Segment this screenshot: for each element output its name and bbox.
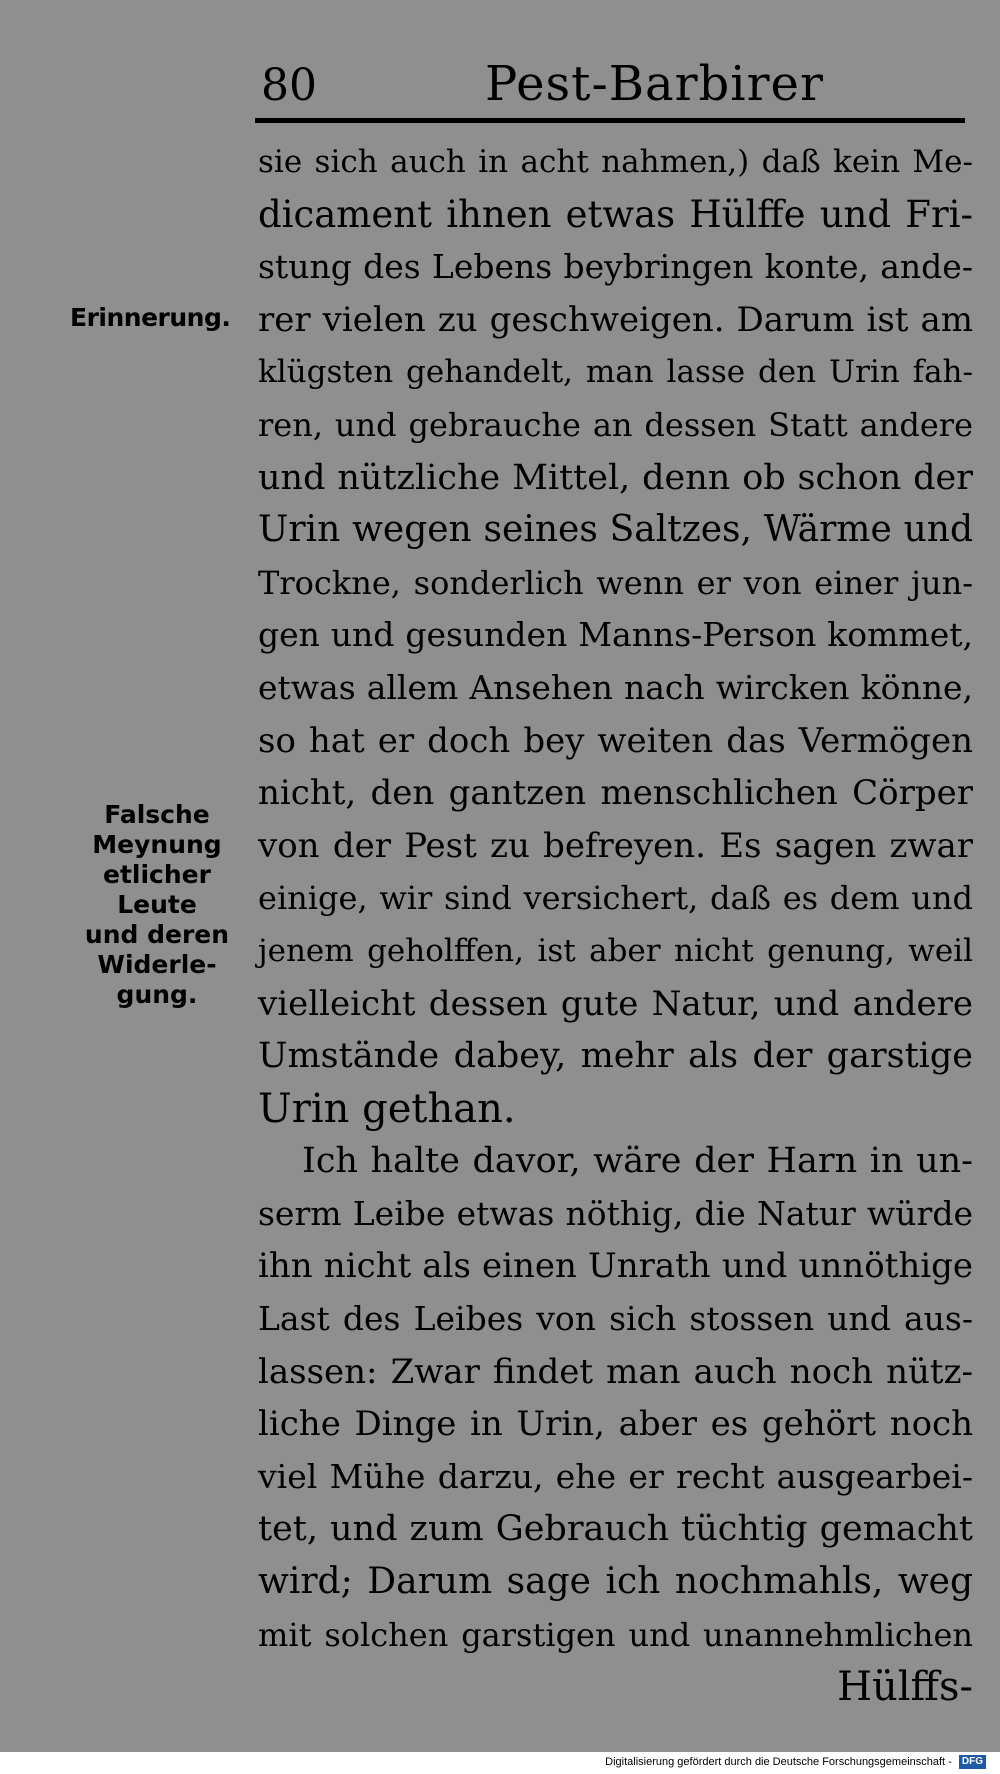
text-line: etwas allem Ansehen nach wircken könne, (258, 667, 973, 707)
credit-text: Digitalisierung gefördert durch die Deutsche Forschungsgemeinschaft - (605, 1756, 952, 1768)
text-line: einige, wir sind versichert, daß es dem und (258, 879, 973, 918)
catchword: Hülffs- (837, 1664, 973, 1711)
text-line: stung des Lebens beybringen konte, ande- (258, 247, 973, 287)
page-number: 80 (261, 60, 317, 111)
running-head: Pest-Barbirer (485, 56, 824, 112)
text-line: Umstände dabey, mehr als der garstige (258, 1036, 973, 1077)
text-line: Urin wegen seines Saltzes, Wärme und (258, 509, 973, 551)
text-line: ren, und gebrauche an dessen Statt andere (258, 405, 973, 444)
text-line: sie sich auch in acht nahmen,) daß kein Me- (258, 144, 973, 180)
margin-note-line: und deren (84, 920, 230, 949)
text-line: liche Dinge in Urin, aber es gehört noch (258, 1404, 973, 1445)
text-line: Urin gethan. (258, 1085, 516, 1132)
page-header (255, 48, 965, 120)
text-line: Ich halte davor, wäre der Harn in un- (302, 1141, 973, 1182)
text-line: klügsten gehandelt, man lasse den Urin fah- (258, 354, 973, 391)
text-line: gen und gesunden Manns-Person kommet, (258, 615, 973, 655)
margin-note-line: etlicher Leute (103, 860, 211, 919)
text-line: so hat er doch bey weiten das Vermögen (258, 720, 973, 761)
text-line: Trockne, sonderlich wenn er von einer jun- (258, 563, 973, 602)
text-line: serm Leibe etwas nöthig, die Natur würde (258, 1193, 973, 1233)
text-line: von der Pest zu befreyen. Es sagen zwar (258, 825, 973, 866)
margin-note-erinnerung: Erinnerung. (70, 303, 231, 332)
text-line: und nützliche Mittel, denn ob schon der (258, 457, 973, 498)
text-line: mit solchen garstigen und unannehmlichen (258, 1615, 973, 1654)
text-line: tet, und zum Gebrauch tüchtig gemacht (258, 1509, 973, 1550)
digitization-credit (605, 1752, 986, 1772)
text-line: lassen: Zwar findet man auch noch nütz- (258, 1351, 973, 1392)
margin-note-line: Widerle- (97, 950, 217, 979)
text-line: Last des Leibes von sich stossen und aus- (258, 1299, 973, 1339)
text-line: wird; Darum sage ich nochmahls, weg (258, 1561, 973, 1603)
margin-note-line: Falsche (104, 800, 210, 829)
dfg-logo: DFG (959, 1755, 986, 1769)
text-line: rer vielen zu geschweigen. Darum ist am (258, 299, 973, 340)
text-line: dicament ihnen etwas Hülffe und Fri- (258, 192, 973, 236)
header-rule (255, 118, 965, 123)
body-text (258, 136, 973, 1714)
text-line: viel Mühe darzu, ehe er recht ausgearbei- (258, 1456, 973, 1496)
margin-note-line: gung. (116, 980, 198, 1009)
text-line: vielleicht dessen gute Natur, und andere (258, 983, 973, 1024)
margin-note-line: Meynung (92, 830, 222, 859)
text-line: ihn nicht als einen Unrath und unnöthige (258, 1246, 973, 1287)
margin-note-falsche-meynung (72, 800, 242, 1010)
text-line: nicht, den gantzen menschlichen Cörper (258, 773, 973, 814)
text-line: jenem geholffen, ist aber nicht genung, weil (258, 932, 973, 969)
